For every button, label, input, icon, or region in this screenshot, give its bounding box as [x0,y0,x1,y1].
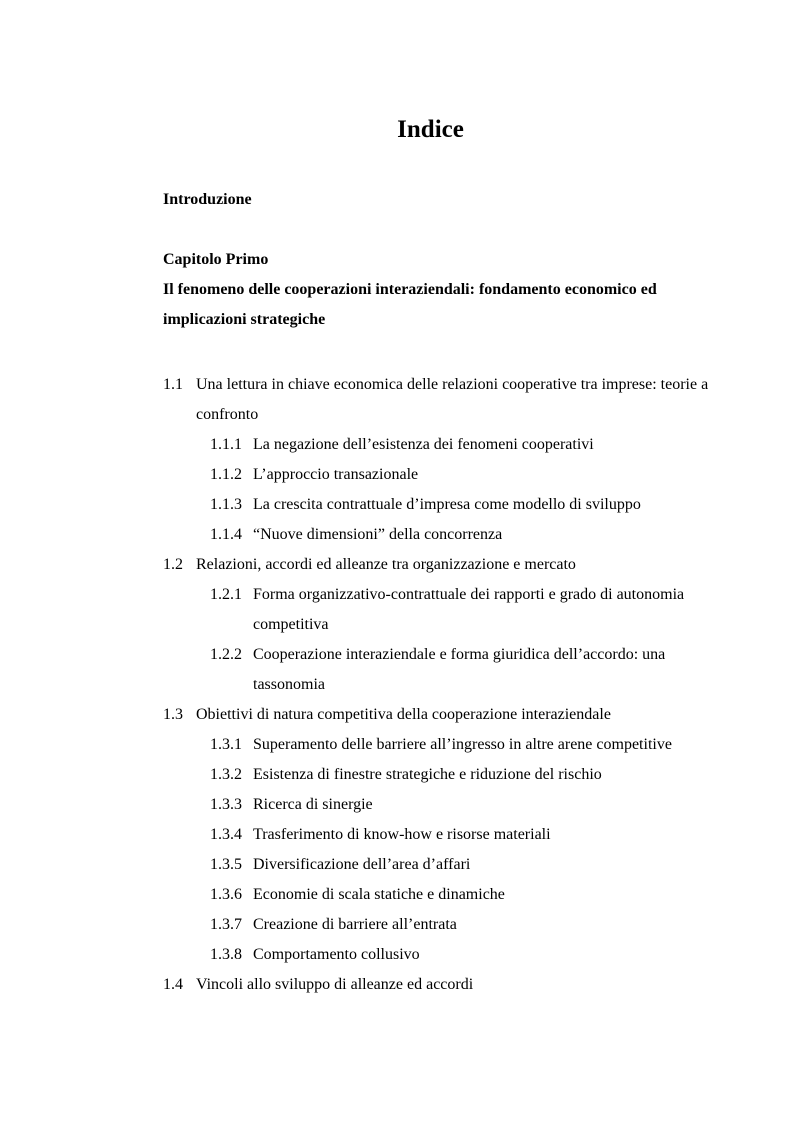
toc-number: 1.3.7 [210,916,242,933]
toc-entry-1-1-4 [163,520,733,550]
toc-text: Ricerca di sinergie [253,796,373,813]
toc-number: 1.1.2 [210,466,242,483]
toc-entry-1-4 [163,970,733,1000]
toc-entry-1-3-2 [163,760,733,790]
toc-number: 1.3 [163,706,183,723]
toc-text: Economie di scala statiche e dinamiche [253,886,505,903]
toc-entry-1-3-8 [163,940,733,970]
toc-text: Cooperazione interaziendale e forma giuridica dell’accordo: una tassonomia [253,646,666,693]
toc-number: 1.2.2 [210,646,242,663]
toc-entry-1-3-3 [163,790,733,820]
toc-entry-1-3-5 [163,850,733,880]
toc-entry-1-2-2 [163,640,733,700]
toc-number: 1.3.5 [210,856,242,873]
toc-entry-1-2 [163,550,733,580]
toc-entry-1-2-1 [163,580,733,640]
toc-entry-1-1 [163,370,733,430]
toc-number: 1.3.4 [210,826,242,843]
toc-number: 1.1 [163,376,183,393]
toc-text: Relazioni, accordi ed alleanze tra organizzazione e mercato [196,556,576,573]
toc-entry-1-1-1 [163,430,733,460]
chapter-title-line-2: implicazioni strategiche [163,311,326,328]
toc-entry-1-3-7 [163,910,733,940]
chapter-title-line-1: Il fenomeno delle cooperazioni interaziendali: fondamento economico ed [163,281,657,298]
toc-text: Comportamento collusivo [253,946,420,963]
toc-text: Esistenza di finestre strategiche e riduzione del rischio [253,766,602,783]
page-title: Indice [397,116,464,143]
toc-number: 1.1.1 [210,436,242,453]
toc-text: “Nuove dimensioni” della concorrenza [253,526,503,543]
toc-entry-1-3 [163,700,733,730]
table-of-contents [163,370,733,1000]
toc-text: Creazione di barriere all’entrata [253,916,457,933]
toc-entry-1-1-3 [163,490,733,520]
toc-text: Trasferimento di know-how e risorse materiali [253,826,551,843]
toc-number: 1.4 [163,976,183,993]
toc-entry-1-1-2 [163,460,733,490]
toc-number: 1.3.2 [210,766,242,783]
toc-number: 1.2 [163,556,183,573]
toc-entry-1-3-4 [163,820,733,850]
toc-number: 1.1.3 [210,496,242,513]
toc-text: Superamento delle barriere all’ingresso in altre arene competitive [253,736,672,753]
toc-number: 1.3.1 [210,736,242,753]
toc-number: 1.2.1 [210,586,242,603]
toc-number: 1.3.3 [210,796,242,813]
toc-text: Una lettura in chiave economica delle relazioni cooperative tra imprese: teorie a confronto [196,376,709,423]
toc-text: Forma organizzativo-contrattuale dei rapporti e grado di autonomia competitiva [253,586,685,633]
toc-number: 1.3.6 [210,886,242,903]
toc-entry-1-3-6 [163,880,733,910]
toc-text: Obiettivi di natura competitiva della cooperazione interaziendale [196,706,611,723]
introduction-heading: Introduzione [163,191,252,208]
toc-text: La crescita contrattuale d’impresa come modello di sviluppo [253,496,641,513]
toc-text: Diversificazione dell’area d’affari [253,856,471,873]
toc-text: La negazione dell’esistenza dei fenomeni cooperativi [253,436,594,453]
chapter-label: Capitolo Primo [163,251,269,268]
toc-text: Vincoli allo sviluppo di alleanze ed accordi [196,976,474,993]
toc-text: L’approccio transazionale [253,466,419,483]
toc-number: 1.3.8 [210,946,242,963]
toc-number: 1.1.4 [210,526,242,543]
toc-entry-1-3-1 [163,730,733,760]
